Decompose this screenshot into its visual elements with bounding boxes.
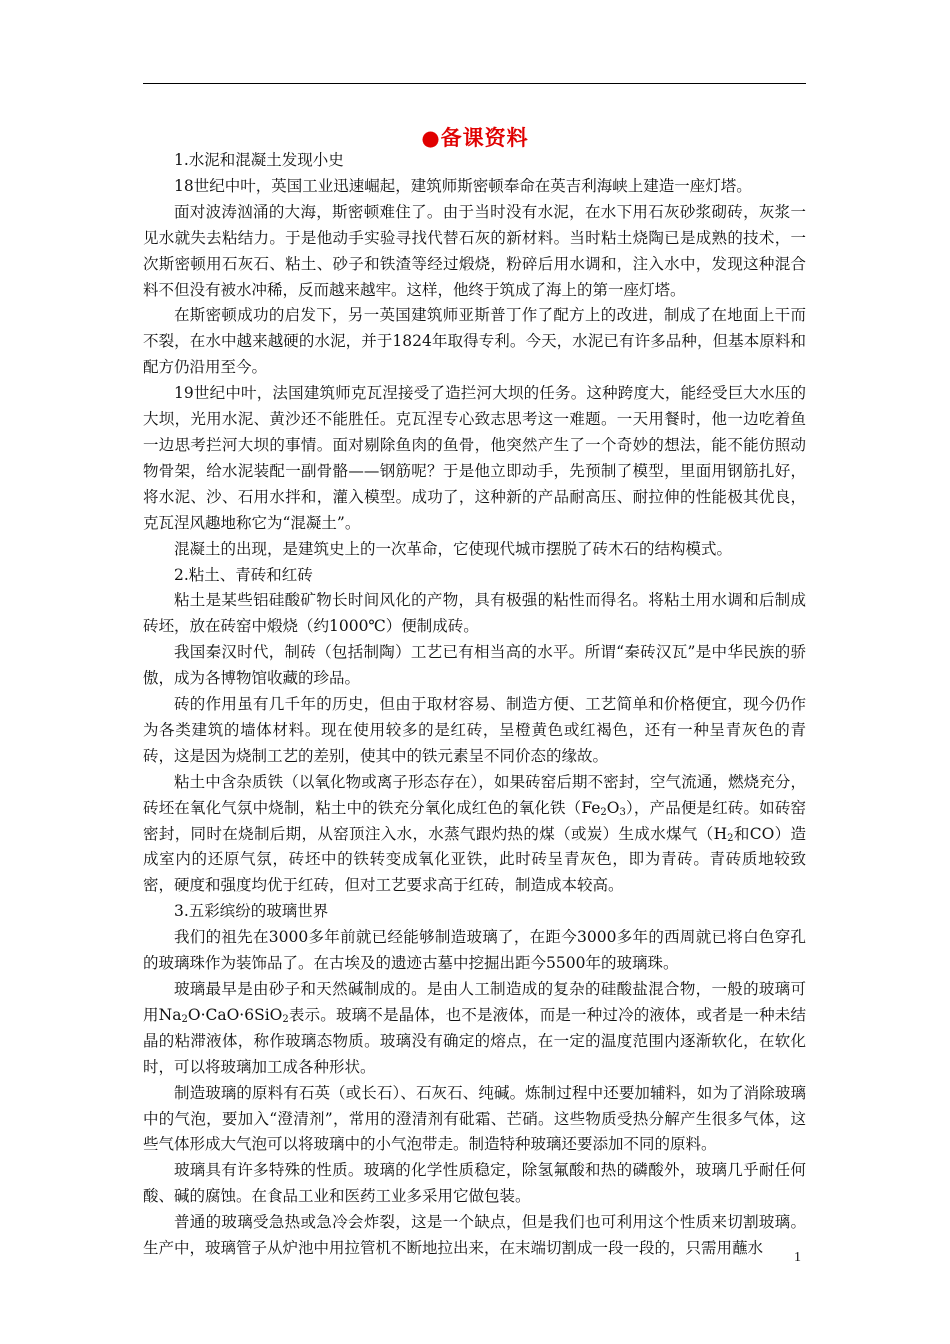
subscript: 3	[619, 806, 626, 818]
paragraph: 玻璃具有许多特殊的性质。玻璃的化学性质稳定，除氢氟酸和热的磷酸外，玻璃几乎耐任何酸、碱的腐蚀。在食品工业和医药工业多采用它做包装。	[143, 1161, 806, 1206]
text-run: O·CaO·6SiO	[187, 1005, 283, 1024]
section-heading: 2.粘土、青砖和红砖	[174, 565, 313, 584]
paragraph: 粘土是某些铝硅酸矿物长时间风化的产物，具有极强的粘性而得名。将粘土用水调和后制成砖坯，放在砖窑中煅烧（约1000℃）便制成砖。	[143, 591, 806, 636]
page-number: 1	[794, 1250, 801, 1265]
paragraph: 普通的玻璃受急热或急冷会炸裂，这是一个缺点，但是我们也可利用这个性质来切割玻璃。生产中，玻璃管子从炉池中用拉管机不断地拉出来，在末端切割成一段一段的，只需用蘸水	[143, 1213, 806, 1258]
text-run: ），产品便是红砖。如砖窑密封，同时在烧制后期，从窑顶注入水，水蒸气跟灼热的煤（或炭）生成水煤气（H	[143, 798, 806, 843]
header-rule	[143, 83, 806, 84]
subscript: 2	[181, 1013, 188, 1025]
section-heading: 1.水泥和混凝土发现小史	[174, 151, 344, 169]
paragraph: 我国秦汉时代，制砖（包括制陶）工艺已有相当高的水平。所谓“秦砖汉瓦”是中华民族的骄傲，成为各博物馆收藏的珍品。	[143, 643, 806, 688]
text-run: 粘土中含杂质铁（以氧化物或离子形态存在），如果砖窑后期不密封，空气流通，燃烧充分，砖坯在氧化气氛中烧制，粘土中的铁充分氧化成红色的氧化铁（Fe	[143, 772, 806, 817]
subscript: 2	[282, 1013, 289, 1025]
subscript: 2	[600, 806, 607, 818]
paragraph: 混凝土的出现，是建筑史上的一次革命，它使现代城市摆脱了砖木石的结构模式。	[174, 539, 733, 558]
paragraph: 我们的祖先在3000多年前就已经能够制造玻璃了，在距今3000多年的西周就已将白色穿孔的玻璃珠作为装饰品了。在古埃及的遗迹古墓中挖掘出距今5500年的玻璃珠。	[143, 928, 806, 973]
section-heading: 3.五彩缤纷的玻璃世界	[174, 902, 329, 921]
paragraph: 在斯密顿成功的启发下，另一英国建筑师亚斯普丁作了配方上的改进，制成了在地面上干而不裂，在水中越来越硬的水泥，并于1824年取得专利。今天，水泥已有许多品种，但基本原料和配方仍沿用至今。	[143, 306, 806, 377]
paragraph: 砖的作用虽有几千年的历史，但由于取材容易、制造方便、工艺简单和价格便宜，现今仍作为各类建筑的墙体材料。现在使用较多的是红砖，呈橙黄色或红褐色，还有一种呈青灰色的青砖，这是因为烧制工艺的差别，使其中的铁元素呈不同价态的缘故。	[143, 695, 806, 765]
paragraph-iron	[143, 770, 806, 900]
subscript: 2	[727, 832, 734, 844]
paragraph-glass	[143, 977, 806, 1081]
text-run: 玻璃最早是由砂子和天然碱制成的。是由人工制造成的复杂的硅酸盐混合物，一般的玻璃可用Na	[143, 980, 806, 1024]
paragraph: 面对波涛汹涌的大海，斯密顿难住了。由于当时没有水泥，在水下用石灰砂浆砌砖，灰浆一见水就失去粘结力。于是他动手实验寻找代替石灰的新材料。当时粘土烧陶已是成熟的技术，一次斯密顿用石灰石、粘土、砂子和铁渣等经过煅烧，粉碎后用水调和，注入水中，发现这种混合料不但没有被水冲稀，反而越来越牢。这样，他终于筑成了海上的第一座灯塔。	[143, 202, 806, 299]
paragraph: 18世纪中叶，英国工业迅速崛起，建筑师斯密顿奉命在英吉利海峡上建造一座灯塔。	[174, 176, 752, 195]
paragraph: 制造玻璃的原料有石英（或长石）、石灰石、纯碱。炼制过程中还要加辅料，如为了消除玻璃中的气泡，要加入“澄清剂”，常用的澄清剂有砒霜、芒硝。这些物质受热分解产生很多气体，这些气体形成大气泡可以将玻璃中的小气泡带走。制造特种玻璃还要添加不同的原料。	[143, 1083, 806, 1154]
paragraph: 19世纪中叶，法国建筑师克瓦涅接受了造拦河大坝的任务。这种跨度大，能经受巨大水压的大坝，光用水泥、黄沙还不能胜任。克瓦涅专心致志思考这一难题。一天用餐时，他一边吃着鱼一边思考拦河大坝的事情。面对剔除鱼肉的鱼骨，他突然产生了一个奇妙的想法，能不能仿照动物骨架，给水泥装配一副骨骼——钢筋呢？于是他立即动手，先预制了模型，里面用钢筋扎好，将水泥、沙、石用水拌和，灌入模型。成功了，这种新的产品耐高压、耐拉伸的性能极其优良，克瓦涅风趣地称它为“混凝土”。	[143, 384, 806, 532]
page-title: ●备课资料	[421, 126, 529, 150]
text-run: O	[606, 798, 620, 817]
document-body	[143, 148, 806, 1262]
text-run: 和CO）造成室内的还原气氛，砖坯中的铁转变成氧化亚铁，此时砖呈青灰色，即为青砖。青砖质地较致密，硬度和强度均优于红砖，但对工艺要求高于红砖，制造成本较高。	[143, 824, 806, 895]
text-run: 表示。玻璃不是晶体，也不是液体，而是一种过冷的液体，或者是一种未结晶的粘滞液体，称作玻璃态物质。玻璃没有确定的熔点，在一定的温度范围内逐渐软化，在软化时，可以将玻璃加工成各种形状。	[143, 1005, 806, 1076]
